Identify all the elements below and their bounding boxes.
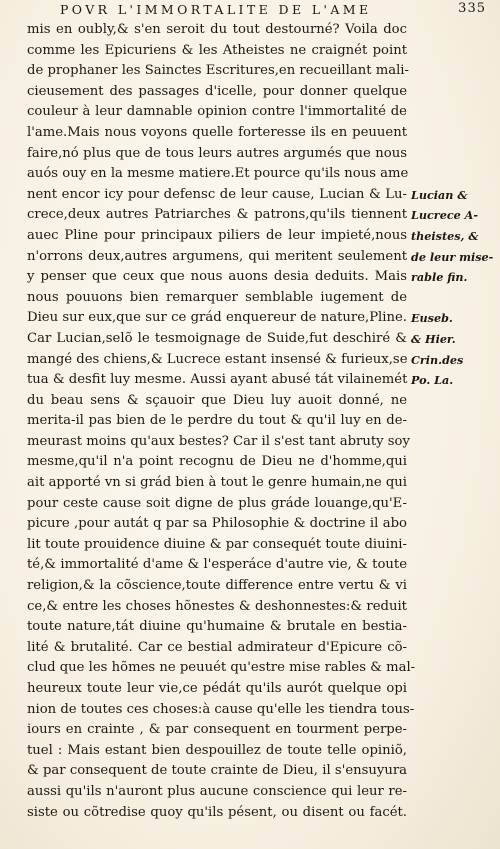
text-line: du beau sens & sçauoir que Dieu luy auoit donné, ne xyxy=(27,392,407,408)
text-line: ait apporté vn si grád bien à tout le genre humain,ne qui xyxy=(27,475,407,491)
text-line: crece,deux autres Patriarches & patrons,qu'ils tiennent xyxy=(27,207,407,223)
text-line: toute nature,tát diuine qu'humaine & brutale en bestia- xyxy=(27,619,407,635)
text-line: nion de toutes ces choses:à cause qu'elle les tiendra tous- xyxy=(27,701,415,717)
body-text xyxy=(27,20,416,823)
text-line: nous pouuons bien remarquer semblable iugement de xyxy=(27,289,407,305)
margin-note: rable fin. xyxy=(411,270,468,285)
margin-note: theistes, & xyxy=(411,229,479,243)
text-line: mis en oubly,& s'en seroit du tout destourné? Voila doc xyxy=(27,22,407,37)
text-line: tua & desfit luy mesme. Aussi ayant abusé tát vilainemét xyxy=(27,372,408,388)
margin-note: & Hier. xyxy=(411,332,456,346)
text-line: l'ame.Mais nous voyons quelle forteresse ils en peuuent xyxy=(27,124,407,140)
margin-note: Lucrece A- xyxy=(411,208,478,223)
text-line: aussi qu'ils n'auront plus aucune conscience qui leur re- xyxy=(27,783,407,799)
text-line: auec Pline pour principaux piliers de leur impieté,nous xyxy=(27,227,407,243)
text-line: nent encor icy pour defensc de leur cause, Lucian & Lu- xyxy=(27,186,407,202)
text-line: pour ceste cause soit digne de plus gráde louange,qu'E- xyxy=(27,495,407,511)
text-line: picure ,pour autát q par sa Philosophie & doctrine il abo xyxy=(27,516,407,532)
text-line: couleur à leur damnable opinion contre l'immortalité de xyxy=(27,104,407,120)
text-line: meurast moins qu'aux bestes? Car il s'est tant abruty soy xyxy=(27,433,410,449)
page-number: 335 xyxy=(458,1,486,16)
text-line: tuel : Mais estant bien despouillez de toute telle opiniõ, xyxy=(27,742,407,758)
text-line: merita-il pas bien de le perdre du tout & qu'il luy en de- xyxy=(27,413,407,429)
running-head: POVR L'IMMORTALITE DE L'AME xyxy=(60,2,372,17)
text-line: cieusement des passages d'icelle, pour donner quelque xyxy=(27,83,407,99)
text-line: clud que les hõmes ne peuuét qu'estre mise rables & mal- xyxy=(27,660,416,676)
text-line: iours en crainte , & par consequent en tourment perpe- xyxy=(27,722,407,738)
text-line: religion,& la cõscience,toute difference entre vertu & vi xyxy=(27,578,407,594)
text-line: Car Lucian,selõ le tesmoignage de Suide,fut deschiré & xyxy=(27,330,407,346)
margin-note: Euseb. xyxy=(411,311,453,326)
text-line: comme les Epicuriens & les Atheistes ne craignét point xyxy=(27,42,407,58)
text-line: n'orrons deux,autres argumens, qui meritent seulement xyxy=(27,248,407,264)
text-line: Dieu sur eux,que sur ce grád enquereur de nature,Pline. xyxy=(27,310,407,326)
text-line: heureux toute leur vie,ce pédát qu'ils aurót quelque opi xyxy=(27,681,407,696)
text-line: & par consequent de toute crainte de Dieu, il s'ensuyura xyxy=(27,763,407,779)
text-line: mesme,qu'il n'a point recognu de Dieu ne d'homme,qui xyxy=(27,454,407,470)
margin-note: Lucian & xyxy=(411,187,468,202)
text-line: lité & brutalité. Car ce bestial admirateur d'Epicure cõ- xyxy=(27,639,407,655)
margin-note: de leur mise- xyxy=(411,249,494,264)
text-line: auós ouy en la mesme matiere.Et pource qu'ils nous ame xyxy=(27,166,409,182)
text-line: ce,& entre les choses hõnestes & deshonnestes:& reduit xyxy=(27,598,407,614)
text-line: faire,nó plus que de tous leurs autres argumés que nous xyxy=(27,145,407,161)
text-line: lit toute prouidence diuine & par consequét toute diuini- xyxy=(27,536,407,552)
page-header xyxy=(28,2,488,22)
margin-note: Crin.des xyxy=(411,352,464,367)
text-line: té,& immortalité d'ame & l'esperáce d'autre vie, & toute xyxy=(27,557,407,573)
text-line: de prophaner les Sainctes Escritures,en recueillant mali- xyxy=(27,63,409,79)
text-line: mangé des chiens,& Lucrece estant insensé & furieux,se xyxy=(27,351,408,367)
margin-note: Po. La. xyxy=(411,373,454,388)
text-line: siste ou cõtredise quoy qu'ils pésent, ou disent ou facét. xyxy=(27,804,407,820)
text-line: y penser que ceux que nous auons desia deduits. Mais xyxy=(27,269,407,285)
